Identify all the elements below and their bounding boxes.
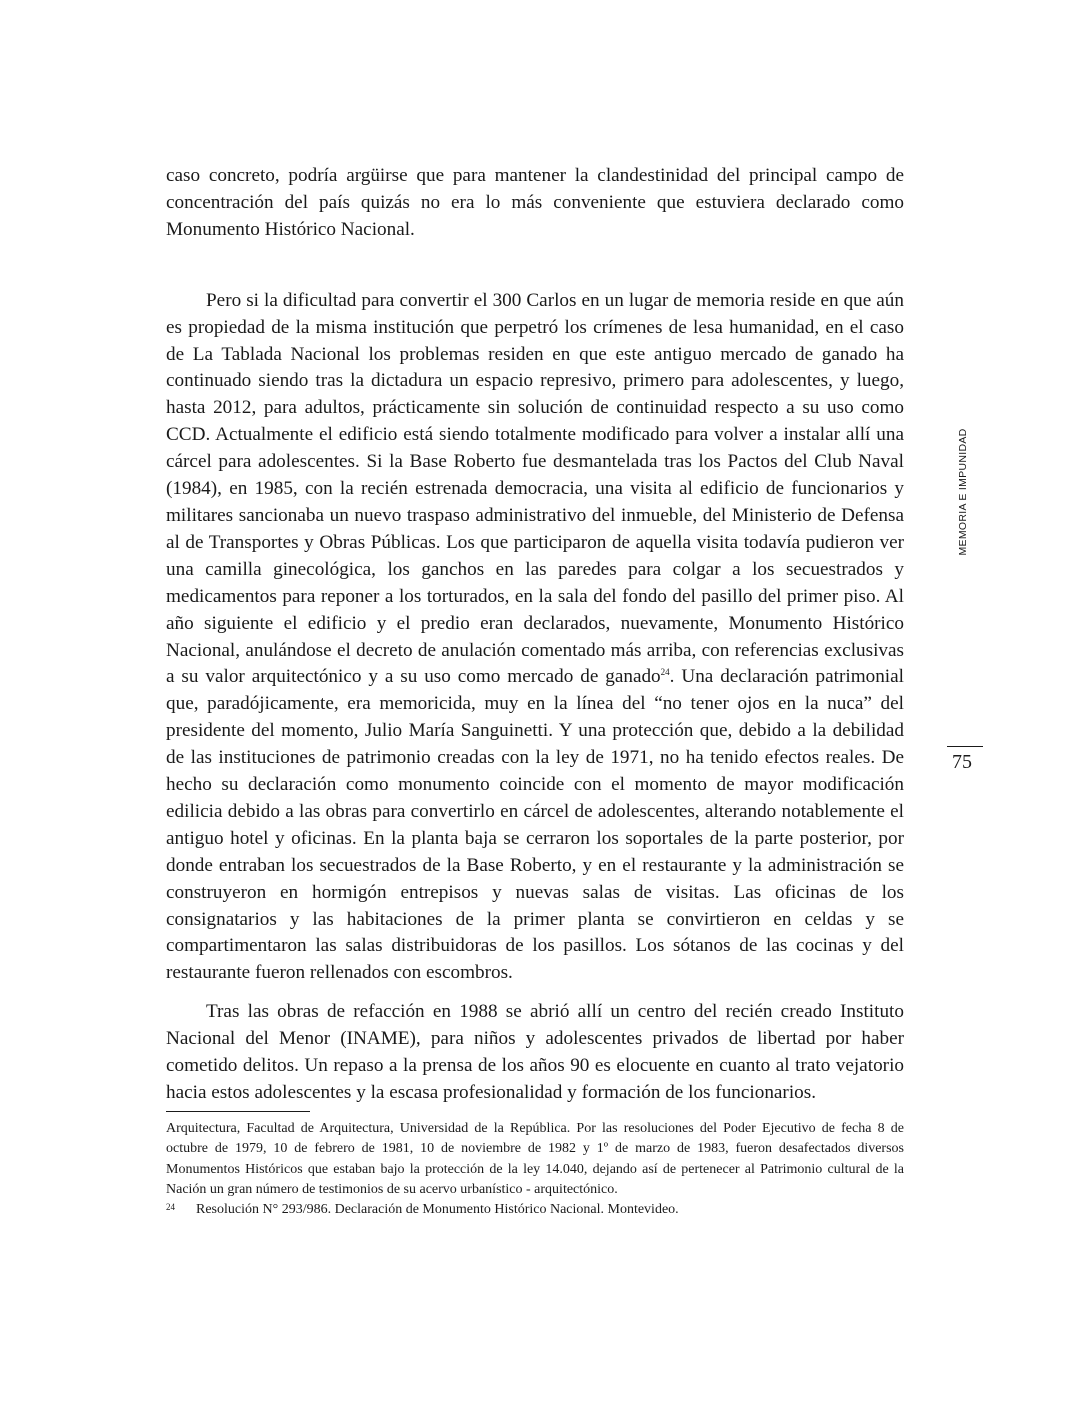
footnote-item <box>166 1200 904 1220</box>
footnotes-section <box>166 1111 904 1220</box>
footnote-number: 24 <box>166 1202 175 1213</box>
running-header: MEMORIA E IMPUNIDAD <box>957 428 969 556</box>
paragraph-spacer <box>166 244 904 288</box>
footnote-continued: Arquitectura, Facultad de Arquitectura, Universidad de la República. Por las resoluciones del Poder Ejecutivo de fecha 8 de octubre de 1979, 10 de febrero de 1981, 10 de noviembre de 1982 y 1º de marzo de 1983, fueron desafectados diversos Monumentos Históricos que estaban bajo la protección de la ley 14.040, dejando así de pertenecer al Patrimonio cultural de la Nación un gran número de testimonios de su acervo urbanístico - arquitectónico. <box>166 1121 904 1197</box>
main-text-column <box>166 163 904 1107</box>
footnote-reference-24[interactable]: 24 <box>660 667 670 678</box>
footnote-text: Resolución N° 293/986. Declaración de Monumento Histórico Nacional. Montevideo. <box>196 1202 679 1218</box>
body-paragraph-2 <box>166 288 904 988</box>
footnote-separator <box>166 1111 310 1112</box>
body-paragraph-2-part-b: . Una declaración patrimonial que, paradójicamente, era memoricida, muy en la línea del “no tener ojos en la nuca” del presidente del momento, Julio María Sanguinetti. Y una protección que, debido a la debilidad de las instituciones de patrimonio creadas con la ley de 1971, no ha tenido efectos reales. De hecho su declaración como monumento coincide con el momento de mayor modificación edilicia debido a las obras para convertirlo en cárcel de adolescentes, alterando notablemente el antiguo hotel y oficinas. En la planta baja se cerraron los soportales de la parte posterior, por donde entraban los secuestrados de la Base Roberto, y en el restaurante y la administración se construyeron en hormigón entrepisos y nuevas salas de visitas. Las oficinas de los consignatarios y las habitaciones de la primer planta se convirtieron en celdas y se compartimentaron las salas distribuidoras de los pasillos. Los sótanos de las cocinas y del restaurante fueron rellenados con escombros. <box>166 666 904 984</box>
body-paragraph-2-part-a: Pero si la dificultad para convertir el 300 Carlos en un lugar de memoria reside en que aún es propiedad de la misma institución que perpetró los crímenes de lesa humanidad, en el caso de La Tablada Nacional los problemas residen en que este antiguo mercado de ganado ha continuado siendo tras la dictadura un espacio represivo, primero para adolescentes, y luego, hasta 2012, para adultos, prácticamente sin solución de continuidad respecto a su uso como CCD. Actualmente el edificio está siendo totalmente modificado para volver a instalar allí una cárcel para adolescentes. Si la Base Roberto fue desmantelada tras los Pactos del Club Naval (1984), en 1985, con la recién estrenada democracia, una visita al edificio de funcionarios y militares sancionaba un nuevo traspaso administrativo del inmueble, del Ministerio de Defensa al de Transportes y Obras Públicas. Los que participaron de aquella visita todavía pudieron ver una camilla ginecológica, los ganchos en las paredes para colgar a los secuestrados y medicamentos para reponer a los torturados, en la sala del fondo del pasillo del primer piso. Al año siguiente el edificio y el predio eran declarados, nuevamente, Monumento Histórico Nacional, anulándose el decreto de anulación comentado más arriba, con referencias exclusivas a su valor arquitectónico y a su uso como mercado de ganado <box>166 289 904 688</box>
page-number-rule <box>947 746 983 747</box>
page-number: 75 <box>952 751 972 773</box>
body-paragraph-3: Tras las obras de refacción en 1988 se abrió allí un centro del recién creado Instituto Nacional del Menor (INAME), para niños y adolescentes privados de libertad por haber cometido delitos. Un repaso a la prensa de los años 90 es elocuente en cuanto al trato vejatorio hacia estos adolescentes y la escasa profesionalidad y formación de los funcionarios. <box>166 1001 904 1103</box>
paragraph-spacer <box>166 987 904 999</box>
body-paragraph-1: caso concreto, podría argüirse que para mantener la clandestinidad del principal campo de concentración del país quizás no era lo más conveniente que estuviera declarado como Monumento Histórico Nacional. <box>166 165 904 240</box>
